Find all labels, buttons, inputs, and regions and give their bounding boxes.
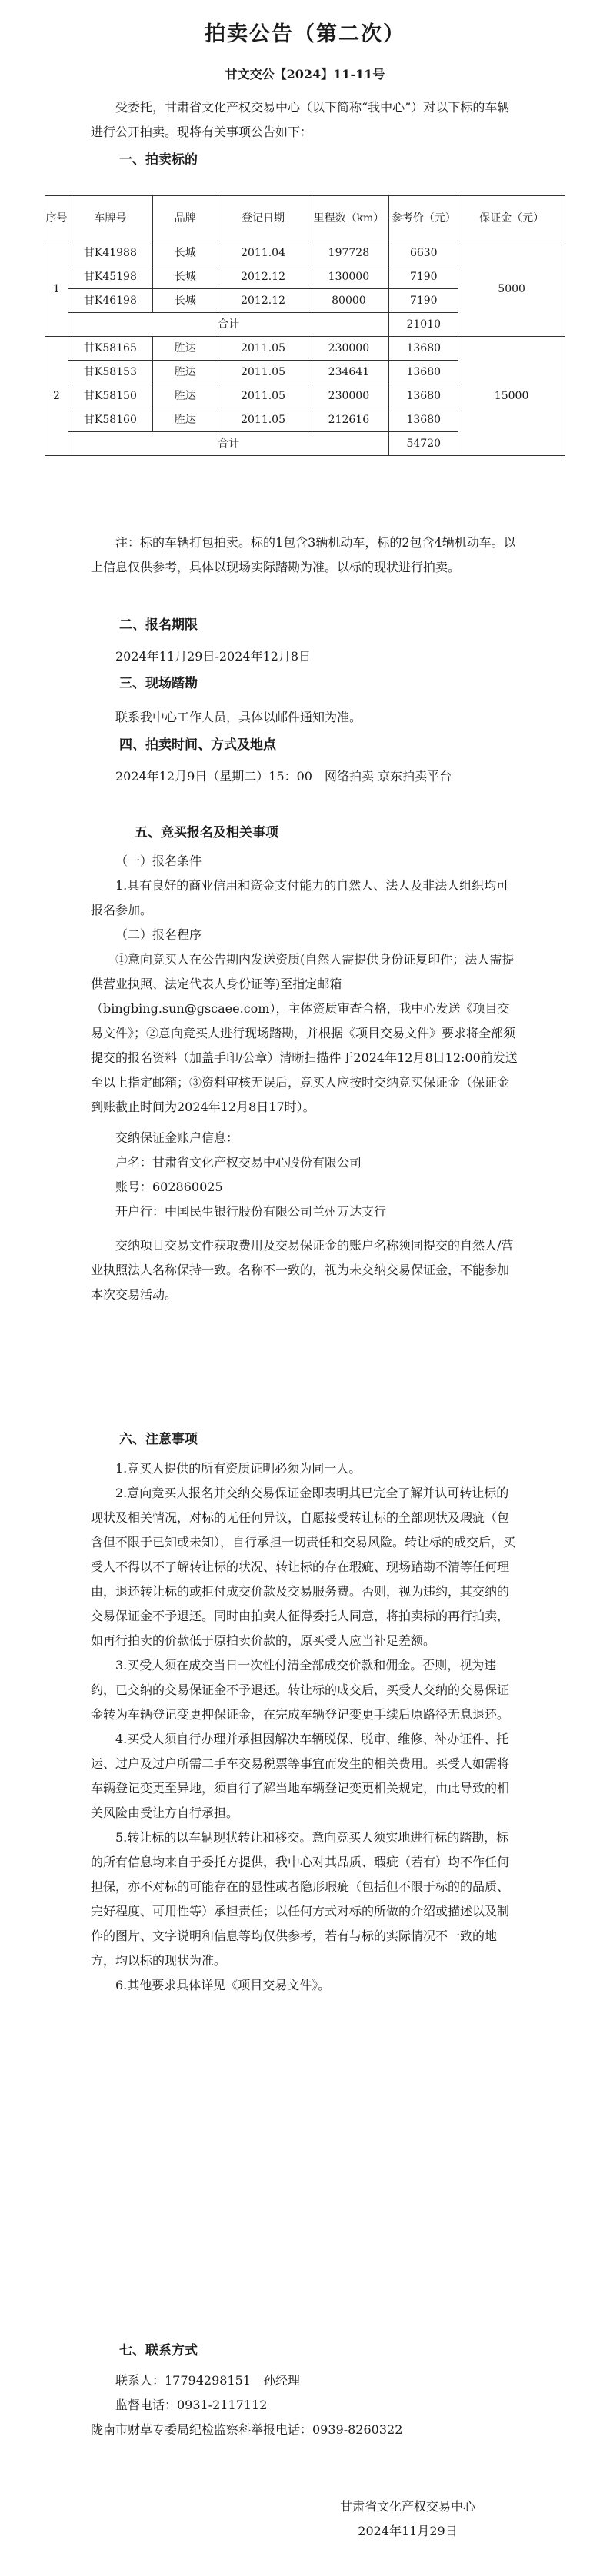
- date-cell: 2011.05: [218, 337, 308, 361]
- account-title: 交纳保证金账户信息：: [115, 1130, 239, 1145]
- plate-cell: 甘K58165: [68, 337, 152, 361]
- header-cell: 品牌: [152, 196, 218, 241]
- mileage-cell: 212616: [308, 408, 389, 432]
- sub-heading: （一）报名条件: [115, 854, 202, 868]
- notice-item: 1.竞买人提供的所有资质证明必须为同一人。: [115, 1461, 362, 1476]
- plate-cell: 甘K45198: [68, 265, 152, 289]
- plate-cell: 甘K58150: [68, 384, 152, 408]
- brand-cell: 胜达: [152, 337, 218, 361]
- registration-period: 2024年11月29日-2024年12月8日: [115, 649, 312, 664]
- intro-paragraph: 受委托，甘肃省文化产权交易中心（以下简称“我中心”）对以下标的车辆进行公开拍卖。现将有关事项公告如下：: [91, 100, 510, 139]
- plate-cell: 甘K58160: [68, 408, 152, 432]
- signature-date: 2024年11月29日: [358, 2524, 458, 2538]
- procedure-paragraph: ①意向竞买人在公告期内发送资质(自然人需提供身份证复印件；法人需提供营业执照、法定代表人身份证等)至指定邮箱（bingbing.sun@gscaee.com），主体资质审查合格，我中心发送《项目交易文件》；②意向竞买人进行现场踏勘，并根据《项目交易文件》要求将全部须提交的报名资料（加盖手印/公章）清晰扫描件于2024年12月8日12:00前发送至以上指定邮箱；③资料审核无误后，竞买人应按时交纳竞买保证金（保证金到账截止时间为2024年12月8日17时）。: [91, 952, 518, 1114]
- plate-cell: 甘K41988: [68, 241, 152, 265]
- lots-table: [45, 195, 565, 456]
- date-cell: 2011.05: [218, 361, 308, 384]
- contact-block: [91, 2368, 518, 2442]
- total-label: 合计: [68, 313, 388, 337]
- mileage-cell: 230000: [308, 384, 389, 408]
- account-number: 账号：602860025: [115, 1180, 223, 1194]
- notice-item: 6.其他要求具体详见《项目交易文件》。: [115, 1978, 331, 1992]
- deposit-note: 交纳项目交易文件获取费用及交易保证金的账户名称须同提交的自然人/营业执照法人名称保持一致。名称不一致的，视为未交纳交易保证金，不能参加本次交易活动。: [91, 1238, 514, 1302]
- date-cell: 2012.12: [218, 265, 308, 289]
- brand-cell: 长城: [152, 241, 218, 265]
- date-cell: 2011.05: [218, 384, 308, 408]
- date-cell: 2011.05: [218, 408, 308, 432]
- section4-heading: 四、拍卖时间、方式及地点: [119, 737, 276, 753]
- price-cell: 13680: [389, 361, 458, 384]
- account-bank: 开户行：中国民生银行股份有限公司兰州万达支行: [115, 1204, 387, 1219]
- brand-cell: 胜达: [152, 361, 218, 384]
- plate-cell: 甘K46198: [68, 289, 152, 313]
- date-cell: 2011.04: [218, 241, 308, 265]
- sub-heading: （二）报名程序: [115, 927, 202, 942]
- notice-item: 5.转让标的以车辆现状转让和移交。意向竞买人须实地进行标的踏勘，标的所有信息均来自于委托方提供，我中心对其品质、瑕疵（若有）均不作任何担保，亦不对标的可能存在的显性或者隐形瑕疵（包括但不限于标的的品质、完好程度、可用性等）承担责任；以任何方式对标的所做的介绍或描述以及制作的图片、文字说明和信息等均仅供参考，若有与标的实际情况不一致的地方，均以标的现状为准。: [91, 1830, 510, 1968]
- price-cell: 7190: [389, 289, 458, 313]
- notice-item: 2.意向竞买人报名并交纳交易保证金即表明其已完全了解并认可转让标的现状及相关情况，对标的无任何异议，自愿接受转让标的全部现状及瑕疵（包含但不限于已知或未知），自行承担一切责任和交易风险。转让标的成交后，买受人不得以不了解转让标的状况、转让标的存在瑕疵、现场踏勘不清等任何理由，退还转让标的或拒付成交价款及交易服务费。否则，视为违约，其交纳的交易保证金不予退还。同时由拍卖人征得委托人同意，将拍卖标的再行拍卖，如再行拍卖的价款低于原拍卖价款的，原买受人应当补足差额。: [91, 1486, 516, 1648]
- deposit-cell: 5000: [458, 241, 565, 337]
- header-cell: 里程数（km）: [308, 196, 389, 241]
- lot-number: 1: [45, 241, 68, 337]
- table-note: 注：标的车辆打包拍卖。标的1包含3辆机动车，标的2包含4辆机动车。以上信息仅供参考，具体以现场实际踏勘为准。以标的现状进行拍卖。: [91, 535, 516, 574]
- contact-person: 联系人：17794298151 孙经理: [115, 2373, 300, 2388]
- mileage-cell: 234641: [308, 361, 389, 384]
- mileage-cell: 230000: [308, 337, 389, 361]
- document-number: 甘文交公【2024】11-11号: [225, 67, 385, 82]
- price-cell: 6630: [389, 241, 458, 265]
- notice-item: 4.买受人须自行办理并承担因解决车辆脱保、脱审、维修、补办证件、托运、过户及过户所需二手车交易税票等事宜而发生的相关费用。买受人如需将车辆登记变更至异地，须自行了解当地车辆登记变更相关规定，由此导致的相关风险由受让方自行承担。: [91, 1732, 510, 1820]
- total-label: 合计: [68, 432, 388, 456]
- signature-org: 甘肃省文化产权交易中心: [339, 2499, 475, 2514]
- lot-number: 2: [45, 337, 68, 456]
- section2-heading: 二、报名期限: [119, 617, 198, 633]
- section6-heading: 六、注意事项: [119, 1432, 198, 1447]
- price-cell: 13680: [389, 408, 458, 432]
- brand-cell: 胜达: [152, 408, 218, 432]
- mileage-cell: 130000: [308, 265, 389, 289]
- report-phone: 陇南市财草专委局纪检监察科举报电话：0939-8260322: [91, 2422, 403, 2437]
- site-survey-text: 联系我中心工作人员，具体以邮件通知为准。: [115, 710, 362, 724]
- table-row: [45, 337, 565, 361]
- plate-cell: 甘K58153: [68, 361, 152, 384]
- supervise-phone: 监督电话：0931-2117112: [115, 2398, 268, 2412]
- date-cell: 2012.12: [218, 289, 308, 313]
- price-cell: 13680: [389, 337, 458, 361]
- section6-body: [91, 1456, 518, 1998]
- total-value: 21010: [389, 313, 458, 337]
- auction-time-text: 2024年12月9日（星期二）15：00 网络拍卖 京东拍卖平台: [115, 769, 452, 784]
- header-cell: 参考价（元）: [389, 196, 458, 241]
- header-cell: 登记日期: [218, 196, 308, 241]
- signature-block: [340, 2494, 475, 2544]
- deposit-cell: 15000: [458, 337, 565, 456]
- table-row: [45, 241, 565, 265]
- section1-heading: 一、拍卖标的: [119, 152, 198, 168]
- page-title: 拍卖公告（第二次）: [205, 22, 405, 46]
- notice-item: 3.买受人须在成交当日一次性付清全部成交价款和佣金。否则，视为违约，已交纳的交易保证金不予退还。转让标的成交后，买受人交纳的交易保证金转为车辆登记变更押保证金，在完成车辆登记变更手续后原路径无息退还。: [91, 1658, 510, 1722]
- section5-body: [91, 849, 518, 1307]
- account-name: 户名：甘肃省文化产权交易中心股份有限公司: [115, 1155, 362, 1170]
- brand-cell: 长城: [152, 265, 218, 289]
- section7-heading: 七、联系方式: [119, 2343, 198, 2358]
- brand-cell: 胜达: [152, 384, 218, 408]
- header-cell: 保证金（元）: [458, 196, 565, 241]
- header-cell: 车牌号: [68, 196, 152, 241]
- condition-paragraph: 1.具有良好的商业信用和资金支付能力的自然人、法人及非法人组织均可报名参加。: [91, 878, 509, 917]
- section5-heading: 五、竞买报名及相关事项: [135, 825, 278, 840]
- total-value: 54720: [389, 432, 458, 456]
- mileage-cell: 197728: [308, 241, 389, 265]
- section3-heading: 三、现场踏勘: [119, 676, 198, 691]
- price-cell: 13680: [389, 384, 458, 408]
- mileage-cell: 80000: [308, 289, 389, 313]
- price-cell: 7190: [389, 265, 458, 289]
- header-cell: 序号: [45, 196, 68, 241]
- table-header-row: [45, 196, 565, 241]
- brand-cell: 长城: [152, 289, 218, 313]
